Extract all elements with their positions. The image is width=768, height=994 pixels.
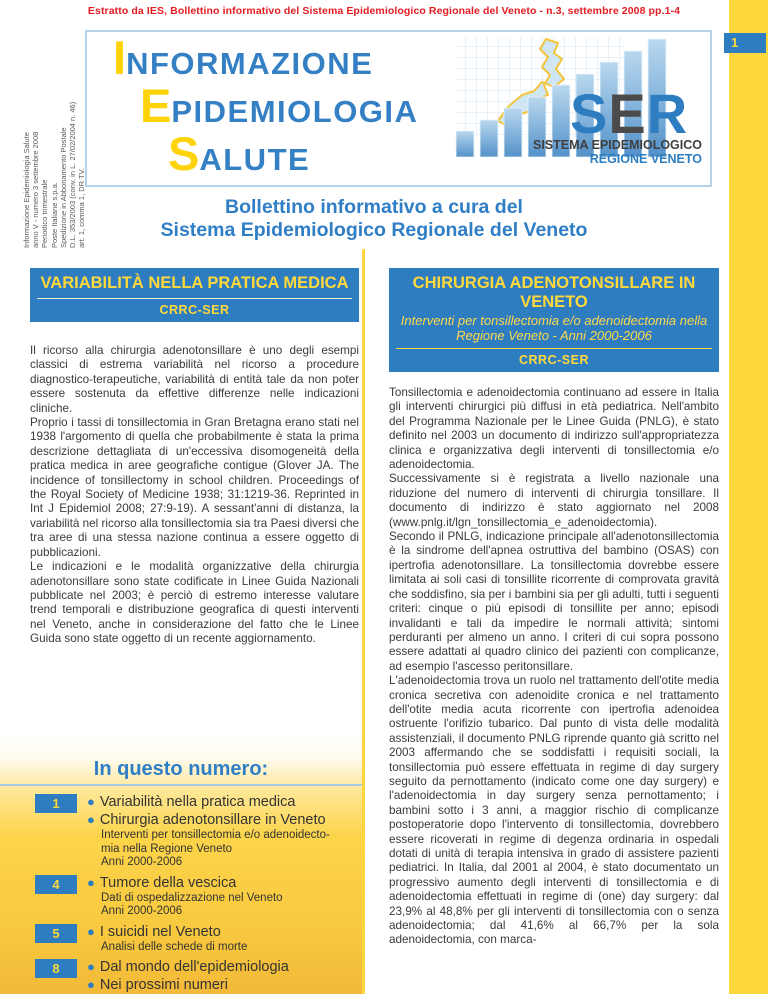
index-item-subtext: mia nella Regione Veneto <box>101 842 233 855</box>
index-item <box>87 793 330 811</box>
index-item <box>87 923 247 941</box>
bullet-icon: ● <box>87 794 95 809</box>
extract-note: Estratto da IES, Bollettino informativo del Sistema Epidemiologico Regionale del Veneto - n.3, settembre 2008 pp.1-4 <box>87 5 681 17</box>
left-column <box>30 268 359 647</box>
ies-logo-line <box>140 79 419 132</box>
paragraph: Secondo il PNLG, indicazione principale all'adenotonsillectomia è la sindrome dell'apnea ostruttiva del bambino (OSAS) con ipertrofia adenotonsillare. La tonsillectomia dovrebbe essere limitata ai soli casi di tonsillite ricorrente di comprovata gravità che soddisfino, sia per i bambini sia per gli adulti, tutti i seguenti criteri: cinque o più episodi di tonsillite per anno; episodi invalidanti e tali da impedire le normali attività; sintomi perduranti per almeno un anno. I criteri di cui sopra possono essere adattati al quadro clinico dei pazienti con complicanze, ad esempio l'ascesso peritonsillare. <box>389 530 719 673</box>
ies-initial: I <box>113 31 127 84</box>
ser-logo-graphic <box>454 35 706 182</box>
index-page-badge: 1 <box>35 794 77 813</box>
ies-word: ALUTE <box>199 142 311 177</box>
column-divider <box>362 249 365 994</box>
bullet-icon: ● <box>87 923 95 939</box>
right-article-body <box>389 386 719 948</box>
index-list <box>0 793 362 994</box>
index-item-subtext: Anni 2000-2006 <box>101 905 183 917</box>
paragraph: Successivamente si è registrata a livello nazionale una riduzione del numero di interventi di chirurgia tonsillare. Il documento di indirizzo è stato aggiornato nel 2008 (www.pnlg.it/lgn_tonsillectomia_e_adenoidectomia). <box>389 472 719 529</box>
ies-word: NFORMAZIONE <box>126 46 374 81</box>
left-article-author: CRRC-SER <box>159 303 230 317</box>
ies-initial: S <box>168 127 200 180</box>
spine-line: Periodico trimestrale <box>40 179 50 248</box>
ser-line2: REGIONE VENETO <box>589 152 702 166</box>
index-item-label: Dal mondo dell'epidemiologia <box>99 959 289 975</box>
bullet-icon: ● <box>87 874 95 890</box>
index-item-label: Nei prossimi numeri <box>99 977 228 993</box>
index-item-subtext: Analisi delle schede di morte <box>101 940 248 953</box>
ies-logo-line <box>168 127 418 180</box>
paragraph: L'adenoidectomia trova un ruolo nel trattamento dell'otite media cronica secretiva con adenoidite cronica e nel trattamento dell'otite media acuta ricorrente con ipertrofia adenoidea ostruente l'orifizio tubarico. Dal punto di vista delle modalità assistenziali, il documento PNLG riprende quanto già scritto nel 2003 affermando che se soddisfatti i requisiti sociali, la tonsillectomia può essere effettuata in regime di day surgery seguito da pernottamento (indicato come one day surgery) e l'adenoidectomia in day surgery senza pernottamento; i bambini sotto i 3 anni, a maggior rischio di complicanze postoperatorie dopo l'intervento di tonsillectomia, dovrebbero essere ricoverati in regime di degenza ordinaria in ospedali dotati di unità di terapia intensiva in grado di assistere pazienti pediatrici. In Italia, dal 2001 al 2004, è stato documentato un progressivo aumento degli interventi di tonsillectomia e di adenoidectomia effettuati in regime di (one) day surgery: dal 23,9% al 48,8% per gli interventi di tonsillectomia con o senza adenoidectomia; dal 41,6% al 66,7% per la sola adenoidectomia, con marca- <box>389 674 719 947</box>
index-item-label: Tumore della vescica <box>99 874 237 891</box>
spine-line: art. 1, comma 1, DR TV. <box>77 167 87 248</box>
ser-line1: SISTEMA EPIDEMIOLOGICO <box>533 138 702 152</box>
header-divider-line <box>37 298 352 299</box>
ser-acronym: SER <box>570 82 689 145</box>
right-article-subtitle: Interventi per tonsillectomia e/o adenoidectomia nella Regione Veneto - Anni 2000-2006 <box>400 313 708 343</box>
right-column <box>389 268 719 948</box>
ies-word: PIDEMIOLOGIA <box>171 94 419 129</box>
right-article-author: CRRC-SER <box>519 353 589 367</box>
index-entry-4 <box>0 874 362 919</box>
subtitle-line-1: Bollettino informativo a cura del <box>225 196 523 218</box>
index-item-subtext: Anni 2000-2006 <box>101 856 183 868</box>
index-panel <box>0 732 362 994</box>
spine-line: Poste Italiane s.p.a. <box>49 182 59 248</box>
left-article-body <box>30 344 359 647</box>
index-page-badge: 5 <box>35 924 77 943</box>
index-item-subtext: Interventi per tonsillectomia e/o adenoidecto- <box>101 829 330 841</box>
right-article-title: CHIRURGIA ADENOTONSILLARE IN VENETO <box>412 274 696 311</box>
index-page-badge: 4 <box>35 875 77 894</box>
right-article-header <box>389 268 719 372</box>
edge-accent-bar <box>729 0 768 994</box>
index-item <box>87 811 330 829</box>
index-entry-1 <box>0 793 362 870</box>
index-page-badge: 8 <box>35 959 77 978</box>
spine-line: anno V - numero 3 settembre 2008 <box>31 131 41 248</box>
bullet-icon: ● <box>87 977 95 992</box>
index-entry-8 <box>0 958 362 994</box>
bullet-icon: ● <box>87 812 95 827</box>
paragraph: Proprio i tassi di tonsillectomia in Gran Bretagna erano stati nel 1938 l'argomento di quella che probabilmente è stata la prima descrizione dettagliata di un'eccessiva disomogeneità della pratica medica in aree geografiche contigue (Glover JA. The incidence of tonsillectomy in school children. Proceedings of the Royal Society of Medicine 1938; 31:1219-36. Reprinted in Int J Epidemiol 2008; 27:9-19). A sessant'anni di distanza, la variabilità nel ricorso alla tonsillectomia sia tra Paesi diversi che tra aree di una stessa nazione continua a essere oggetto di pubblicazioni. <box>30 416 359 559</box>
ies-initial: E <box>140 79 172 132</box>
left-article-title: VARIABILITÀ NELLA PRATICA MEDICA <box>40 274 349 292</box>
paragraph: Tonsillectomia e adenoidectomia continuano ad essere in Italia gli interventi chirurgici più diffusi in età pediatrica. Nell'ambito del Programma Nazionale per le Linee Guida (PNLG), è stato definito nel 2003 un documento di indirizzo sull'appropriatezza clinica e organizzativa degli interventi di tonsillectomia e/o adenoidectomia. <box>389 386 719 472</box>
index-item-label: Chirurgia adenotonsillare in Veneto <box>99 812 326 828</box>
index-item-label: Variabilità nella pratica medica <box>99 794 296 810</box>
header-divider-line <box>396 348 712 349</box>
index-entry-5 <box>0 923 362 955</box>
ies-logo-line <box>113 31 418 84</box>
paragraph: Il ricorso alla chirurgia adenotonsillare è uno degli esempi classici di estrema variabilità nel ricorso a procedure diagnostico-terapeutiche, variabilità di entità tale da non poter essere sostenuta da effettive differenze nelle indicazioni cliniche. <box>30 344 359 415</box>
ies-logo <box>113 31 419 180</box>
paragraph: Le indicazioni e le modalità organizzative della chirurgia adenotonsillare sono state codificate in Linee Guida Nazionali pubblicate nel 2003; è perciò di estremo interesse valutare trend temporali e distribuzione geografica di questi interventi nel Veneto, anche in considerazione del fatto che le Linee Guida sono state oggetto di un recente aggiornamento. <box>30 560 359 646</box>
spine-line: D.L. 353/2003 (conv. in L. 27/02/2004 n. 46) <box>68 101 78 248</box>
masthead-box <box>85 30 712 187</box>
spine-line: Spedizione in Abbonamento Postale <box>58 127 68 248</box>
left-article-header <box>30 268 359 322</box>
index-item <box>87 958 289 976</box>
index-item <box>87 874 283 892</box>
bullet-icon: ● <box>87 959 95 974</box>
index-item-subtext: Dati di ospedalizzazione nel Veneto <box>101 891 283 904</box>
spine-line: Informazione Epidemiologia Salute <box>22 132 31 248</box>
index-item-label: I suicidi nel Veneto <box>99 923 221 940</box>
bulletin-subtitle <box>30 196 718 242</box>
subtitle-line-2: Sistema Epidemiologico Regionale del Veneto <box>160 219 588 241</box>
index-title: In questo numero: <box>0 758 362 786</box>
index-item <box>87 976 289 994</box>
page-number-badge: 1 <box>724 33 766 53</box>
